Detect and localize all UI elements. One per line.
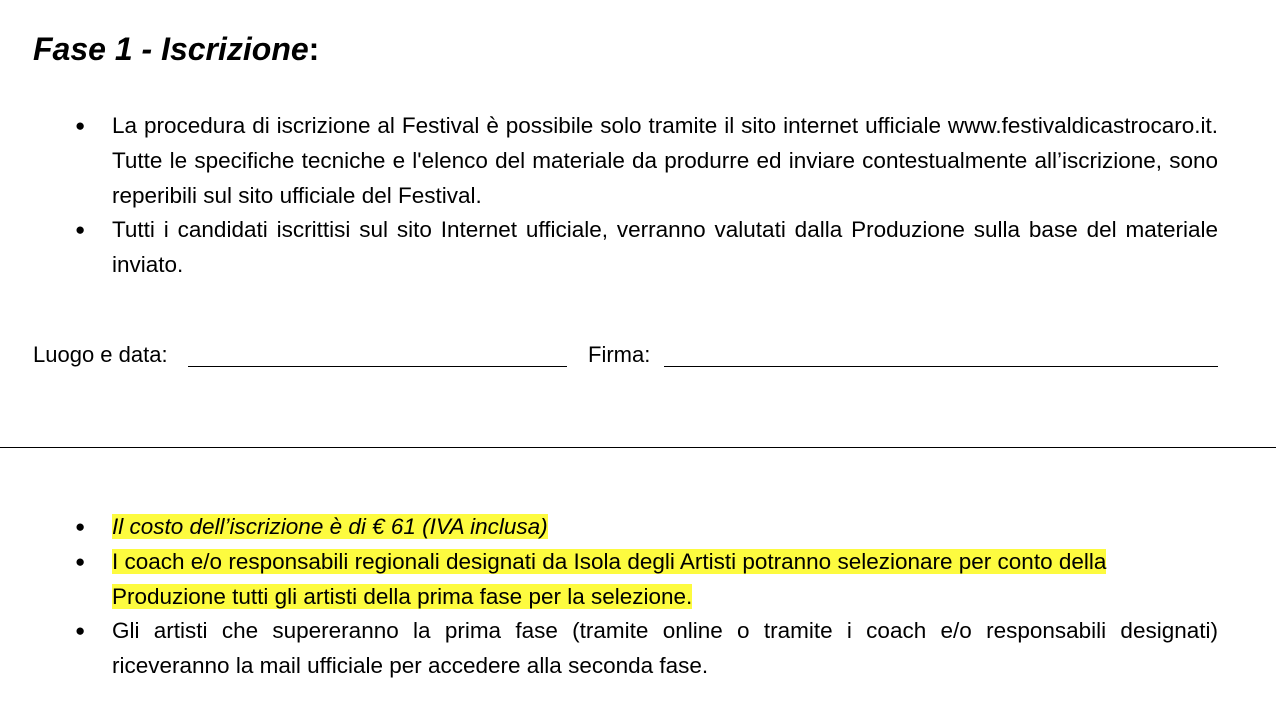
section-divider <box>0 447 1276 448</box>
registration-list <box>75 109 1218 283</box>
bullet-icon: ● <box>75 551 86 571</box>
list-item-text <box>112 510 1218 545</box>
list-item-text: La procedura di iscrizione al Festival è possibile solo tramite il sito internet ufficiale www.festivaldicastrocaro.it. Tutte le specifiche tecniche e l'elenco del materiale da produrre ed inviare contestualmente all’iscrizione, sono reperibili sul sito ufficiale del Festival. <box>112 113 1218 208</box>
list-item <box>75 510 1218 545</box>
bullet-icon: ● <box>75 621 86 641</box>
bullet-icon: ● <box>75 116 86 135</box>
page-title-colon: : <box>308 31 320 67</box>
signature-label: Firma: <box>588 342 651 367</box>
highlighted-coach-text: I coach e/o responsabili regionali designati da Isola degli Artisti potranno selezionare per conto della Produzione tutti gli artisti della prima fase per la selezione. <box>112 548 1107 609</box>
highlighted-cost-text: Il costo dell’iscrizione è di € 61 (IVA inclusa) <box>112 514 548 539</box>
bullet-icon: ● <box>75 220 86 240</box>
place-date-label: Luogo e data: <box>33 342 168 367</box>
bullet-icon: ● <box>75 517 86 536</box>
cost-selection-list <box>75 510 1218 684</box>
place-date-field[interactable] <box>188 366 567 367</box>
list-item <box>75 213 1218 283</box>
list-item-text <box>112 545 1218 615</box>
list-item <box>75 545 1218 615</box>
list-item <box>75 614 1218 684</box>
signature-field[interactable] <box>664 366 1218 367</box>
list-item-text: Tutti i candidati iscrittisi sul sito Internet ufficiale, verranno valutati dalla Produzione sulla base del materiale inviato. <box>112 217 1218 278</box>
list-item-text: Gli artisti che supereranno la prima fase (tramite online o tramite i coach e/o responsabili designati) riceveranno la mail ufficiale per accedere alla seconda fase. <box>112 618 1218 679</box>
page-title <box>33 30 319 68</box>
page-title-text: Fase 1 - Iscrizione <box>33 31 309 67</box>
list-item <box>75 109 1218 213</box>
